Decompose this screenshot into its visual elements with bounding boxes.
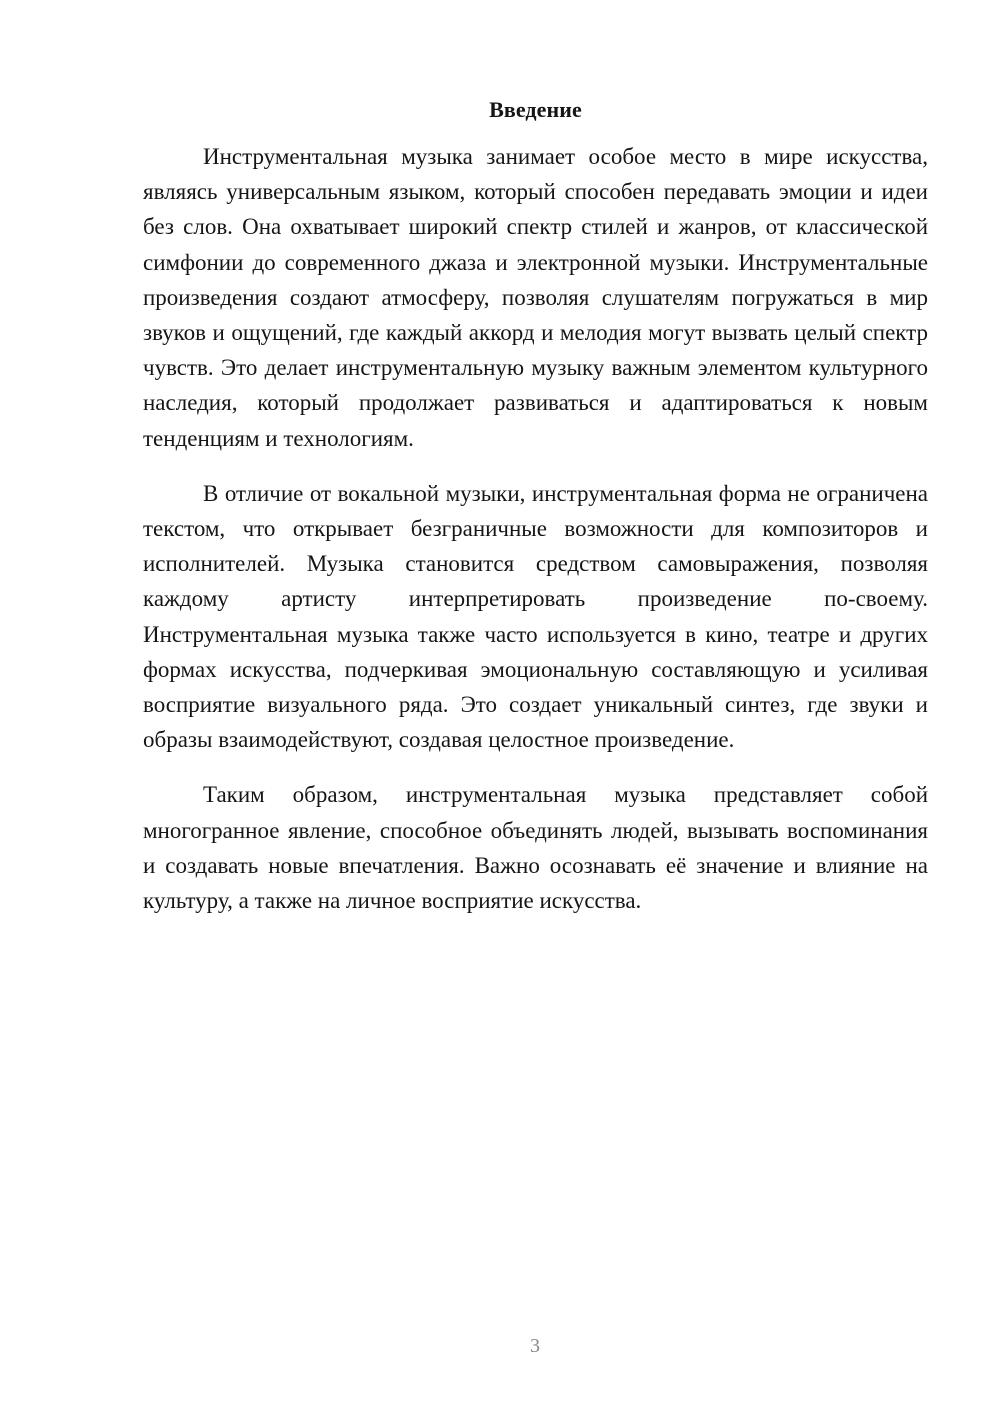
paragraph-1: Инструментальная музыка занимает особое место в мире искусства, являясь универсальным языком, который способен передавать эмоции и идеи без слов. Она охватывает широкий спектр стилей и жанров, от классической симфонии до современного джаза и электронной музыки. Инструментальные произведения создают атмосферу, позволяя слушателям погружаться в мир звуков и ощущений, где каждый аккорд и мелодия могут вызвать целый спектр чувств. Это делает инструментальную музыку важным элементом культурного наследия, который продолжает развиваться и адаптироваться к новым тенденциям и технологиям. [143,144,928,451]
paragraph-3: Таким образом, инструментальная музыка представляет собой многогранное явление, способное объединять людей, вызывать воспоминания и создавать новые впечатления. Важно осознавать её значение и влияние на культуру, а также на личное восприятие искусства. [143,782,928,914]
page-content [143,95,928,918]
page-number: 3 [530,1335,540,1357]
paragraph-2: В отличие от вокальной музыки, инструментальная форма не ограничена текстом, что открывает безграничные возможности для композиторов и исполнителей. Музыка становится средством самовыражения, позволяя каждому артисту интерпретировать произведение по-своему. Инструментальная музыка также часто используется в кино, театре и других формах искусства, подчеркивая эмоциональную составляющую и усиливая восприятие визуального ряда. Это создает уникальный синтез, где звуки и образы взаимодействуют, создавая целостное произведение. [143,480,928,753]
section-heading: Введение [489,97,582,122]
